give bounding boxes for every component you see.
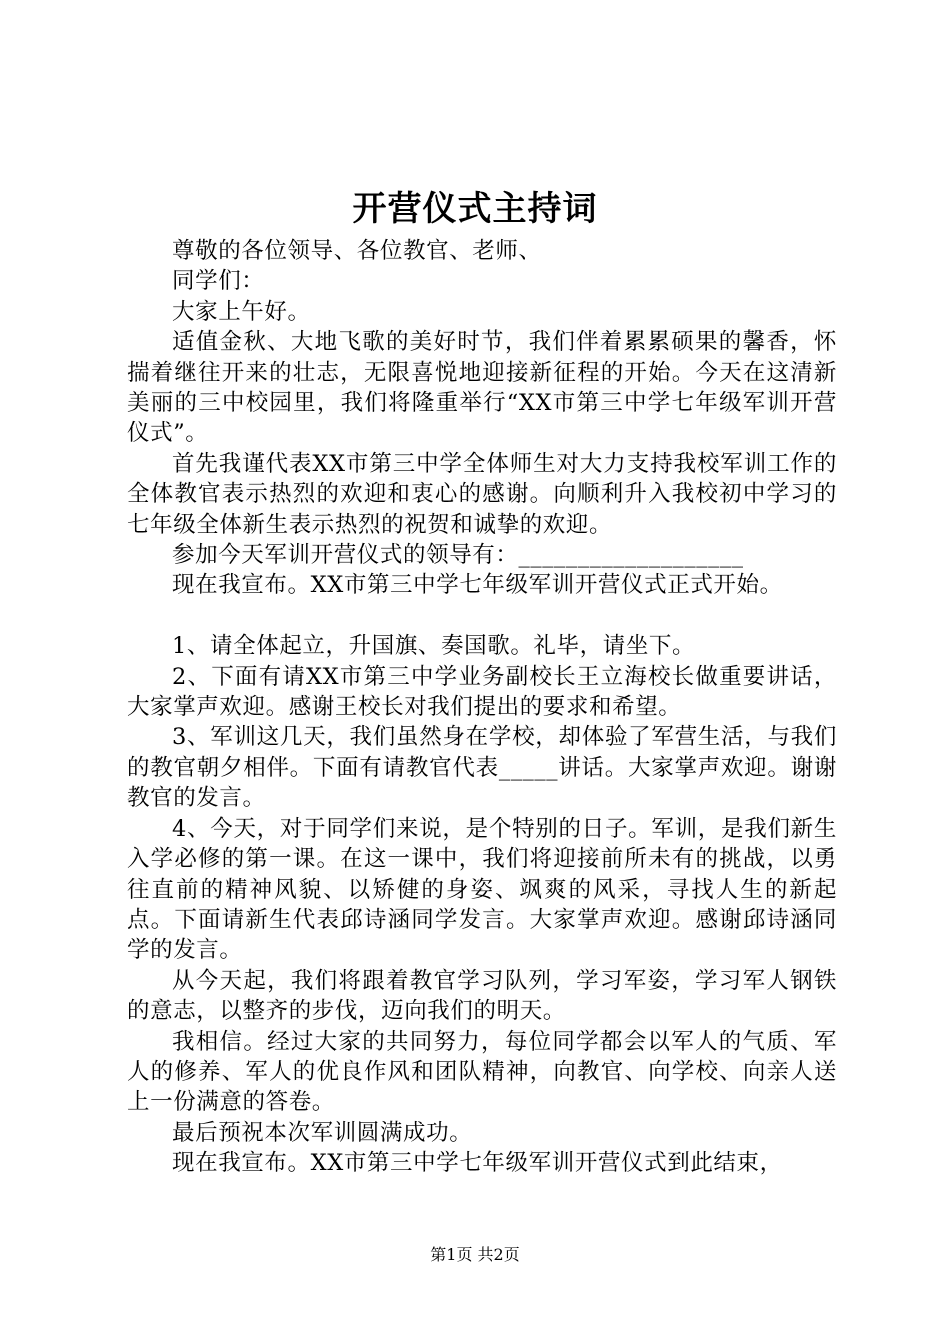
paragraph: 现在我宣布。XX市第三中学七年级军训开营仪式正式开始。	[172, 572, 783, 599]
paragraph: 大家上午好。	[172, 298, 311, 325]
paragraph: 最后预祝本次军训圆满成功。	[172, 1119, 473, 1146]
paragraph: 3、军训这几天，我们虽然身在学校，却体验了军营生活，与我们的教官朝夕相伴。下面有请教官代表_____讲话。大家掌声欢迎。谢谢教官的发言。	[127, 724, 837, 812]
paragraph: 从今天起，我们将跟着教官学习队列，学习军姿，学习军人钢铁的意志，以整齐的步伐，迈向我们的明天。	[127, 967, 837, 1025]
paragraph: 尊敬的各位领导、各位教官、老师、	[172, 238, 542, 264]
paragraph: 适值金秋、大地飞歌的美好时节，我们伴着累累硕果的馨香，怀揣着继往开来的壮志，无限喜悦地迎接新征程的开始。今天在这清新美丽的三中校园里，我们将隆重举行“XX市第三中学七年级军训开营仪式”。	[127, 329, 837, 447]
paragraph: 参加今天军训开营仪式的领导有：___________________	[172, 542, 744, 569]
document-title: 开营仪式主持词	[352, 189, 598, 229]
paragraph: 同学们：	[172, 268, 265, 295]
paragraph: 2、下面有请XX市第三中学业务副校长王立海校长做重要讲话，大家掌声欢迎。感谢王校长对我们提出的要求和希望。	[127, 663, 837, 721]
document-body	[127, 236, 837, 1179]
paragraph: 首先我谨代表XX市第三中学全体师生对大力支持我校军训工作的全体教官表示热烈的欢迎和衷心的感谢。向顺利升入我校初中学习的七年级全体新生表示热烈的祝贺和诚挚的欢迎。	[127, 450, 837, 538]
paragraph: 1、请全体起立，升国旗、奏国歌。礼毕，请坐下。	[172, 633, 696, 660]
paragraph: 4、今天，对于同学们来说，是个特别的日子。军训，是我们新生入学必修的第一课。在这一课中，我们将迎接前所未有的挑战，以勇往直前的精神风貌、以矫健的身姿、飒爽的风采，寻找人生的新起点。下面请新生代表邱诗涵同学发言。大家掌声欢迎。感谢邱诗涵同学的发言。	[127, 815, 837, 964]
page-footer: 第1页 共2页	[430, 1245, 520, 1264]
paragraph: 我相信。经过大家的共同努力，每位同学都会以军人的气质、军人的修养、军人的优良作风和团队精神，向教官、向学校、向亲人送上一份满意的答卷。	[127, 1028, 837, 1116]
paragraph: 现在我宣布。XX市第三中学七年级军训开营仪式到此结束，	[172, 1150, 783, 1177]
blank-line	[127, 601, 837, 631]
